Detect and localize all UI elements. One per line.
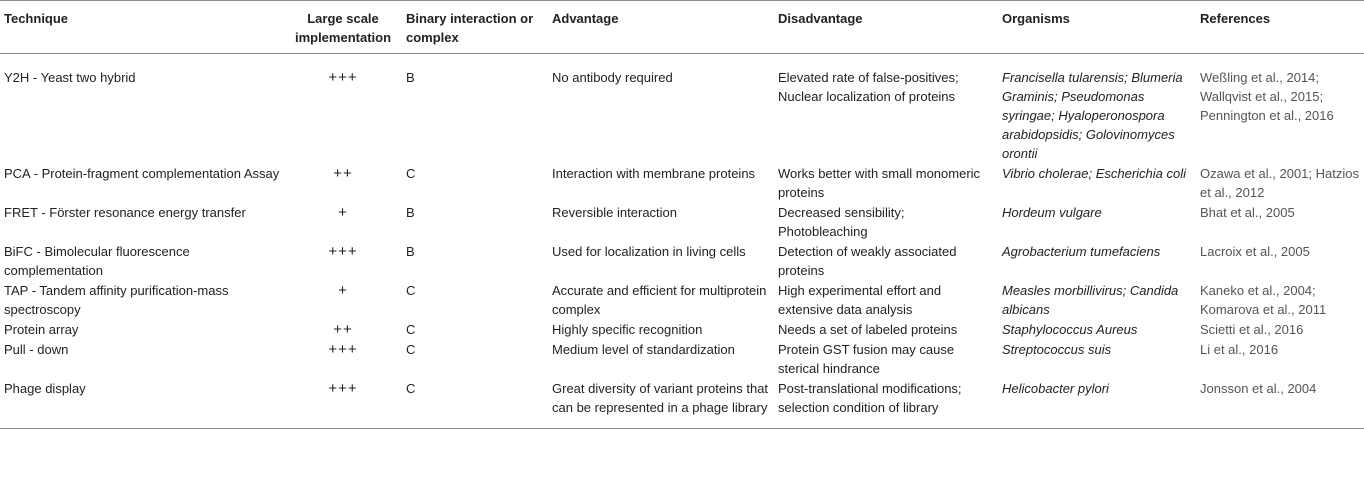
- cell-binary: C: [406, 322, 416, 337]
- cell-binary: C: [406, 283, 416, 298]
- header-binary: Binary interaction or complex: [402, 1, 548, 54]
- header-row: [0, 1, 1364, 54]
- table-row: [0, 163, 1364, 202]
- cell-scale: ++: [333, 321, 353, 338]
- cell-organisms: Vibrio cholerae; Escherichia coli: [1002, 166, 1187, 181]
- cell-technique: TAP - Tandem affinity purification-mass spectroscopy: [4, 283, 229, 317]
- cell-advantage: Medium level of standardization: [552, 342, 735, 357]
- cell-references: Ozawa et al., 2001; Hatzios et al., 2012: [1200, 166, 1359, 200]
- cell-organisms: Measles morbillivirus; Candida albicans: [1002, 283, 1179, 317]
- cell-binary: B: [406, 205, 415, 220]
- cell-technique: Protein array: [4, 322, 79, 337]
- cell-technique: FRET - Förster resonance energy transfer: [4, 205, 246, 220]
- cell-scale: +++: [328, 243, 358, 260]
- cell-scale: +: [338, 204, 348, 221]
- header-disadvantage: Disadvantage: [774, 1, 998, 54]
- cell-technique: Phage display: [0, 378, 284, 429]
- table-row: [0, 319, 1364, 339]
- cell-organisms: Hordeum vulgare: [1002, 205, 1102, 220]
- cell-references: Lacroix et al., 2005: [1200, 244, 1310, 259]
- cell-technique: BiFC - Bimolecular fluorescence complementation: [4, 244, 190, 278]
- table-row: [0, 339, 1364, 378]
- cell-technique: Pull - down: [4, 342, 69, 357]
- cell-disadvantage: Post-translational modifications; selection condition of library: [774, 378, 998, 429]
- cell-disadvantage: Detection of weakly associated proteins: [778, 244, 957, 278]
- cell-organisms: Staphylococcus Aureus: [1002, 322, 1138, 337]
- table-row: [0, 54, 1364, 164]
- cell-advantage: Reversible interaction: [552, 205, 678, 220]
- cell-references: Kaneko et al., 2004; Komarova et al., 2011: [1200, 283, 1327, 317]
- table-row: [0, 280, 1364, 319]
- table-row: [0, 378, 1364, 429]
- cell-technique: PCA - Protein-fragment complementation Assay: [4, 166, 280, 181]
- cell-binary: C: [402, 378, 548, 429]
- cell-binary: C: [406, 342, 416, 357]
- cell-references: Scietti et al., 2016: [1200, 322, 1304, 337]
- cell-advantage: Used for localization in living cells: [552, 244, 746, 259]
- cell-scale: +++: [328, 341, 358, 358]
- cell-organisms: Agrobacterium tumefaciens: [1002, 244, 1161, 259]
- cell-references: Bhat et al., 2005: [1200, 205, 1295, 220]
- cell-organisms: Francisella tularensis; Blumeria Graminis; Pseudomonas syringae; Hyaloperonospora arabidopsidis; Golovinomyces orontii: [1002, 70, 1183, 161]
- cell-technique: Y2H - Yeast two hybrid: [4, 70, 136, 85]
- header-references: References: [1196, 1, 1364, 54]
- cell-binary: B: [406, 244, 415, 259]
- cell-references: Li et al., 2016: [1200, 342, 1279, 357]
- cell-disadvantage: Decreased sensibility; Photobleaching: [778, 205, 905, 239]
- cell-disadvantage: High experimental effort and extensive data analysis: [778, 283, 942, 317]
- cell-advantage: Accurate and efficient for multiprotein complex: [552, 283, 767, 317]
- cell-disadvantage: Elevated rate of false-positives; Nuclear localization of proteins: [778, 70, 959, 104]
- header-advantage: Advantage: [548, 1, 774, 54]
- cell-advantage: Highly specific recognition: [552, 322, 703, 337]
- cell-disadvantage: Protein GST fusion may cause sterical hindrance: [778, 342, 955, 376]
- cell-scale: ++: [333, 165, 353, 182]
- cell-references: Jonsson et al., 2004: [1196, 378, 1364, 429]
- header-organisms: Organisms: [998, 1, 1196, 54]
- cell-scale: +++: [284, 378, 402, 429]
- table-row: [0, 202, 1364, 241]
- header-technique: Technique: [0, 1, 284, 54]
- cell-organisms: Helicobacter pylori: [998, 378, 1196, 429]
- cell-scale: +++: [328, 69, 358, 86]
- header-scale: Large scale implementation: [284, 1, 402, 54]
- cell-disadvantage: Works better with small monomeric proteins: [778, 166, 981, 200]
- cell-organisms: Streptococcus suis: [1002, 342, 1112, 357]
- cell-scale: +: [338, 282, 348, 299]
- cell-binary: C: [406, 166, 416, 181]
- cell-advantage: Interaction with membrane proteins: [552, 166, 756, 181]
- cell-binary: B: [406, 70, 415, 85]
- cell-references: Weßling et al., 2014; Wallqvist et al., 2015; Pennington et al., 2016: [1200, 70, 1334, 123]
- cell-advantage: No antibody required: [552, 70, 673, 85]
- cell-advantage: Great diversity of variant proteins that can be represented in a phage library: [548, 378, 774, 429]
- table-row: [0, 241, 1364, 280]
- cell-disadvantage: Needs a set of labeled proteins: [778, 322, 958, 337]
